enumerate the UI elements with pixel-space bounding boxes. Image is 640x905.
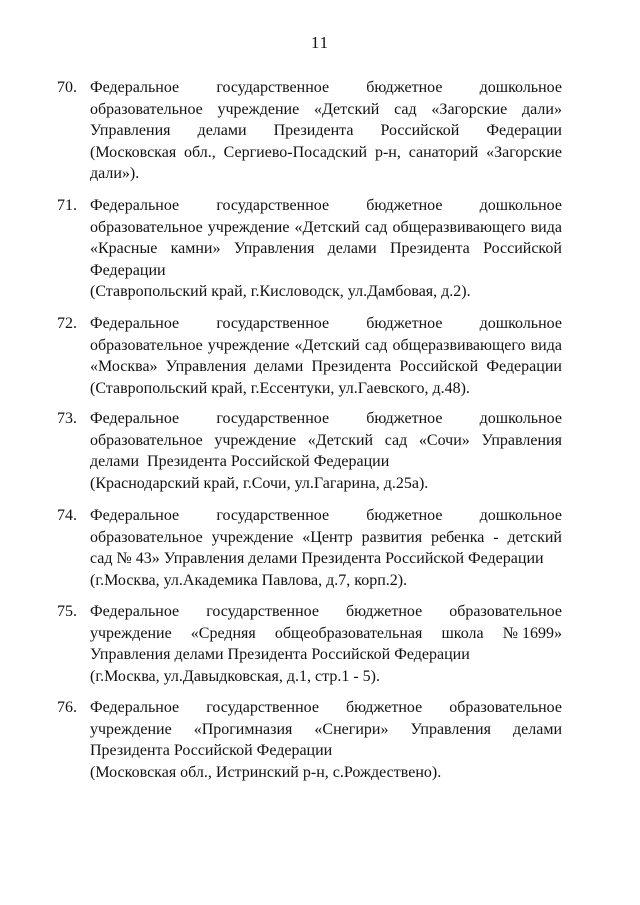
item-text: [90, 77, 562, 185]
text-line: [90, 238, 562, 260]
word: Управления: [90, 122, 171, 139]
word: «Прогимназия: [193, 720, 293, 738]
text-line: [90, 430, 562, 452]
word: бюджетное: [366, 79, 443, 96]
list-item: [57, 77, 562, 185]
text-line: [90, 195, 562, 217]
word: образовательное: [90, 431, 203, 449]
text-line: [90, 408, 562, 430]
word: делами: [327, 240, 377, 257]
word: государственное: [216, 197, 330, 214]
word: дошкольное: [479, 410, 562, 427]
word: сад: [394, 100, 417, 118]
text-line: (г.Москва, ул.Давыдковская, д.1, стр.1 - 5).: [90, 667, 380, 685]
text-line: сад № 43» Управления делами Президента Российской Федерации: [90, 550, 544, 567]
word: учреждение: [207, 336, 290, 354]
text-line: [90, 527, 562, 549]
word: р-н,: [374, 143, 401, 161]
word: Федерации: [486, 358, 562, 375]
text-line: [90, 120, 562, 142]
word: учреждение: [214, 431, 297, 449]
word: обл.,: [184, 143, 216, 161]
word: детский: [507, 528, 562, 546]
text-line: Президента Российской Федерации: [90, 742, 333, 759]
word: Управления: [233, 240, 315, 257]
item-text: [90, 313, 562, 399]
word: «Москва»: [90, 358, 158, 375]
word: сад: [364, 336, 388, 354]
word: бюджетное: [345, 699, 423, 716]
word: Федеральное: [90, 315, 180, 332]
item-number: 73.: [57, 410, 77, 427]
word: бюджетное: [366, 315, 443, 332]
text-line: [90, 335, 562, 357]
word: образовательное: [90, 218, 203, 236]
item-number: 70.: [57, 79, 77, 96]
word: № 1699»: [502, 624, 562, 642]
word: учреждение: [217, 100, 300, 118]
word: Федеральное: [90, 699, 180, 716]
word: «Центр: [302, 528, 353, 546]
word: Российской: [399, 358, 479, 375]
item-number: 72.: [57, 315, 77, 332]
item-text: [90, 505, 562, 591]
word: учреждение: [90, 624, 172, 642]
text-line: [90, 601, 562, 623]
word: Президента: [389, 240, 470, 257]
word: сад: [384, 431, 408, 449]
word: делами: [254, 358, 304, 375]
word: бюджетное: [366, 410, 443, 427]
word: вида: [530, 218, 562, 236]
word: государственное: [206, 699, 319, 716]
word: Федеральное: [90, 603, 180, 620]
word: -: [493, 528, 499, 546]
text-line: Управления делами Президента Российской Федерации: [90, 646, 470, 663]
word: государственное: [216, 79, 330, 96]
word: дали»: [522, 100, 562, 118]
text-line: (Ставропольский край, г.Ессентуки, ул.Гаевского, д.48).: [90, 379, 470, 397]
word: Президента: [273, 122, 354, 139]
word: Федеральное: [90, 197, 180, 214]
word: ребенка: [431, 528, 485, 546]
text-line: [90, 77, 562, 99]
word: камни»: [170, 240, 221, 257]
word: «Детский: [307, 431, 374, 449]
word: бюджетное: [366, 507, 443, 524]
list-item: [57, 408, 562, 494]
word: «Детский: [294, 218, 360, 236]
text-line: [90, 142, 562, 164]
page-number: 11: [310, 33, 330, 52]
text-line: [90, 356, 562, 378]
item-number: 71.: [57, 197, 77, 214]
word: Федерации: [486, 122, 562, 139]
text-line: [90, 697, 562, 719]
text-line: дали»).: [90, 165, 140, 182]
word: образовательное: [449, 603, 562, 620]
text-line: [90, 505, 562, 527]
word: Президента: [311, 358, 392, 375]
text-line: (Краснодарский край, г.Сочи, ул.Гагарина, д.25а).: [90, 474, 429, 492]
item-number: 74.: [57, 507, 77, 524]
word: образовательное: [90, 336, 203, 354]
word: дошкольное: [479, 507, 562, 524]
word: бюджетное: [345, 603, 423, 620]
list-item: [57, 697, 562, 783]
text-line: Федерации: [90, 261, 166, 279]
word: государственное: [216, 315, 330, 332]
word: дошкольное: [479, 315, 562, 332]
word: Сергиево-Посадский: [223, 143, 368, 161]
word: «Красные: [90, 240, 158, 257]
text-line: (Ставропольский край, г.Кисловодск, ул.Дамбовая, д.2).: [90, 283, 471, 300]
word: общеобразовательная: [274, 624, 423, 642]
word: делами: [512, 720, 562, 738]
word: государственное: [216, 507, 330, 524]
text-line: [90, 719, 562, 741]
word: образовательное: [90, 528, 203, 546]
word: Федеральное: [90, 79, 180, 96]
text-line: [90, 99, 562, 121]
word: сад: [364, 218, 388, 236]
item-text: [90, 195, 562, 303]
text-line: [90, 217, 562, 239]
word: «Сочи»: [418, 431, 470, 449]
word: «Загорские: [431, 100, 508, 118]
word: «Загорские: [486, 143, 562, 161]
text-line: (г.Москва, ул.Академика Павлова, д.7, корп.2).: [90, 571, 408, 589]
word: образовательное: [449, 699, 562, 716]
word: Федеральное: [90, 410, 180, 427]
word: общеразвивающего: [392, 336, 526, 354]
word: (Московская: [90, 143, 177, 161]
text-line: [90, 623, 562, 645]
text-line: [90, 313, 562, 335]
word: «Снегири»: [314, 720, 389, 738]
list-item: [57, 195, 562, 303]
list-item: [57, 313, 562, 399]
word: дошкольное: [479, 197, 562, 214]
word: Управления: [165, 358, 247, 375]
word: учреждение: [207, 218, 290, 236]
word: учреждение: [211, 528, 294, 546]
word: «Средняя: [190, 624, 256, 642]
word: «Детский: [313, 100, 380, 118]
item-number: 75.: [57, 603, 77, 620]
word: учреждение: [90, 720, 172, 738]
word: Российской: [483, 240, 562, 257]
word: делами: [197, 122, 247, 139]
word: Управления: [481, 431, 562, 449]
list-item: [57, 601, 562, 687]
item-text: [90, 697, 562, 783]
item-text: [90, 601, 562, 687]
word: общеразвивающего: [392, 218, 526, 236]
word: Федеральное: [90, 507, 180, 524]
word: школа: [441, 624, 484, 642]
word: государственное: [206, 603, 319, 620]
word: Российской: [380, 122, 460, 139]
word: дошкольное: [479, 79, 562, 96]
list-item: [57, 505, 562, 591]
text-line: делами Президента Российской Федерации: [90, 453, 390, 470]
text-line: (Московская обл., Истринский р-н, с.Рождествено).: [90, 763, 442, 781]
item-number: 76.: [57, 699, 77, 716]
item-text: [90, 408, 562, 494]
word: Управления: [410, 720, 491, 738]
word: вида: [530, 336, 562, 354]
word: санаторий: [408, 143, 479, 161]
word: государственное: [216, 410, 330, 427]
word: «Детский: [294, 336, 360, 354]
word: развития: [361, 528, 423, 546]
word: бюджетное: [366, 197, 443, 214]
word: образовательное: [90, 100, 203, 118]
